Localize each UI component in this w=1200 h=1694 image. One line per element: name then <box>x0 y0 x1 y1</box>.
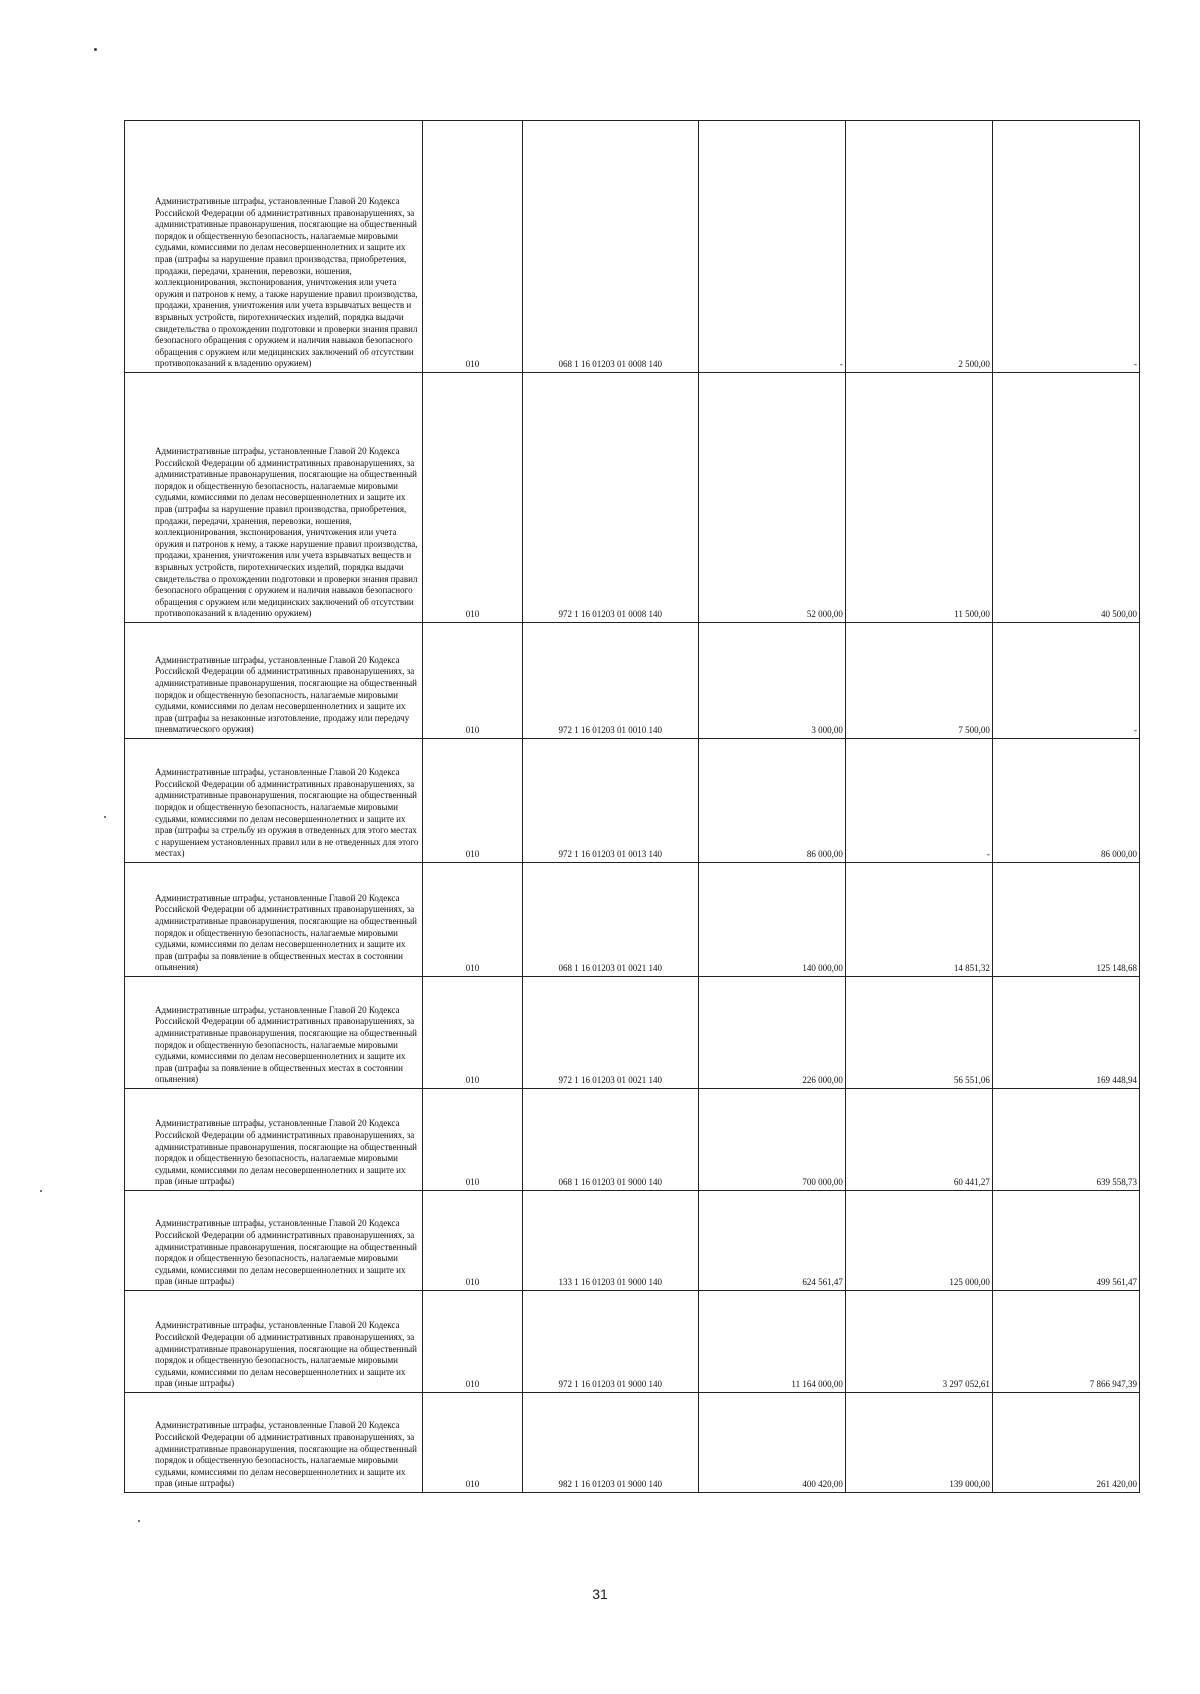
executed-amount-cell: 14 851,32 <box>845 863 992 977</box>
line-code-cell: 010 <box>423 1089 522 1191</box>
line-code-cell: 010 <box>423 623 522 739</box>
line-code-cell: 010 <box>423 121 522 373</box>
approved-amount-cell: 624 561,47 <box>698 1191 845 1291</box>
line-code-cell: 010 <box>423 977 522 1089</box>
line-code-cell: 010 <box>423 739 522 863</box>
approved-amount-cell: 140 000,00 <box>698 863 845 977</box>
executed-amount-cell: 139 000,00 <box>845 1393 992 1493</box>
table-row <box>125 373 1140 623</box>
approved-amount-cell: 86 000,00 <box>698 739 845 863</box>
description-cell: Административные штрафы, установленные Главой 20 Кодекса Российской Федерации об административных правонарушениях, за административные правонарушения, посягающие на общественный порядок и общественную безопасность, налагаемые мировыми судьями, комиссиями по делам несовершеннолетних и защите их прав (иные штрафы) <box>125 1191 423 1291</box>
scan-speck <box>138 1520 140 1522</box>
approved-amount-cell: 11 164 000,00 <box>698 1291 845 1393</box>
executed-amount-cell: 2 500,00 <box>845 121 992 373</box>
line-code-cell: 010 <box>423 1393 522 1493</box>
remaining-amount-cell: 261 420,00 <box>992 1393 1139 1493</box>
description-cell: Административные штрафы, установленные Главой 20 Кодекса Российской Федерации об административных правонарушениях, за административные правонарушения, посягающие на общественный порядок и общественную безопасность, налагаемые мировыми судьями, комиссиями по делам несовершеннолетних и защите их прав (иные штрафы) <box>125 1089 423 1191</box>
scan-speck <box>104 816 106 818</box>
budget-code-cell: 133 1 16 01203 01 9000 140 <box>522 1191 698 1291</box>
approved-amount-cell: 226 000,00 <box>698 977 845 1089</box>
description-cell: Административные штрафы, установленные Главой 20 Кодекса Российской Федерации об административных правонарушениях, за административные правонарушения, посягающие на общественный порядок и общественную безопасность, налагаемые мировыми судьями, комиссиями по делам несовершеннолетних и защите их прав (штрафы за появление в общественных местах в состоянии опьянения) <box>125 977 423 1089</box>
description-cell: Административные штрафы, установленные Главой 20 Кодекса Российской Федерации об административных правонарушениях, за административные правонарушения, посягающие на общественный порядок и общественную безопасность, налагаемые мировыми судьями, комиссиями по делам несовершеннолетних и защите их прав (штрафы за нарушение правил производства, приобретения, продажи, передачи, хранения, перевозки, ношения, коллекционирования, экспонирования, уничтожения или учета оружия и патронов к нему, а также нарушение правил производства, продажи, хранения, уничтожения или учета взрывчатых веществ и взрывных устройств, пиротехнических изделий, порядка выдачи свидетельства о прохождении подготовки и проверки знания правил безопасного обращения с оружием и наличия навыков безопасного обращения с оружием или медицинских заключений об отсутствии противопоказаний к владению оружием) <box>125 373 423 623</box>
description-cell: Административные штрафы, установленные Главой 20 Кодекса Российской Федерации об административных правонарушениях, за административные правонарушения, посягающие на общественный порядок и общественную безопасность, налагаемые мировыми судьями, комиссиями по делам несовершеннолетних и защите их прав (штрафы за нарушение правил производства, приобретения, продажи, передачи, хранения, перевозки, ношения, коллекционирования, экспонирования, уничтожения или учета оружия и патронов к нему, а также нарушение правил производства, продажи, хранения, уничтожения или учета взрывчатых веществ и взрывных устройств, пиротехнических изделий, порядка выдачи свидетельства о прохождении подготовки и проверки знания правил безопасного обращения с оружием и наличия навыков безопасного обращения с оружием или медицинских заключений об отсутствии противопоказаний к владению оружием) <box>125 121 423 373</box>
revenue-table <box>124 120 1140 1493</box>
description-cell: Административные штрафы, установленные Главой 20 Кодекса Российской Федерации об административных правонарушениях, за административные правонарушения, посягающие на общественный порядок и общественную безопасность, налагаемые мировыми судьями, комиссиями по делам несовершеннолетних и защите их прав (штрафы за появление в общественных местах в состоянии опьянения) <box>125 863 423 977</box>
remaining-amount-cell: 639 558,73 <box>992 1089 1139 1191</box>
executed-amount-cell: 56 551,06 <box>845 977 992 1089</box>
description-cell: Административные штрафы, установленные Главой 20 Кодекса Российской Федерации об административных правонарушениях, за административные правонарушения, посягающие на общественный порядок и общественную безопасность, налагаемые мировыми судьями, комиссиями по делам несовершеннолетних и защите их прав (иные штрафы) <box>125 1393 423 1493</box>
table-row <box>125 1089 1140 1191</box>
description-cell: Административные штрафы, установленные Главой 20 Кодекса Российской Федерации об административных правонарушениях, за административные правонарушения, посягающие на общественный порядок и общественную безопасность, налагаемые мировыми судьями, комиссиями по делам несовершеннолетних и защите их прав (штрафы за стрельбу из оружия в отведенных для этого местах с нарушением установленных правил или в не отведенных для этого местах) <box>125 739 423 863</box>
description-cell: Административные штрафы, установленные Главой 20 Кодекса Российской Федерации об административных правонарушениях, за административные правонарушения, посягающие на общественный порядок и общественную безопасность, налагаемые мировыми судьями, комиссиями по делам несовершеннолетних и защите их прав (штрафы за незаконные изготовление, продажу или передачу пневматического оружия) <box>125 623 423 739</box>
remaining-amount-cell: 499 561,47 <box>992 1191 1139 1291</box>
description-cell: Административные штрафы, установленные Главой 20 Кодекса Российской Федерации об административных правонарушениях, за административные правонарушения, посягающие на общественный порядок и общественную безопасность, налагаемые мировыми судьями, комиссиями по делам несовершеннолетних и защите их прав (иные штрафы) <box>125 1291 423 1393</box>
remaining-amount-cell: 125 148,68 <box>992 863 1139 977</box>
scan-speck <box>40 1190 42 1192</box>
approved-amount-cell: 3 000,00 <box>698 623 845 739</box>
line-code-cell: 010 <box>423 1191 522 1291</box>
executed-amount-cell: 60 441,27 <box>845 1089 992 1191</box>
budget-code-cell: 982 1 16 01203 01 9000 140 <box>522 1393 698 1493</box>
executed-amount-cell: 11 500,00 <box>845 373 992 623</box>
budget-code-cell: 972 1 16 01203 01 0010 140 <box>522 623 698 739</box>
executed-amount-cell: 7 500,00 <box>845 623 992 739</box>
approved-amount-cell: 52 000,00 <box>698 373 845 623</box>
budget-code-cell: 068 1 16 01203 01 9000 140 <box>522 1089 698 1191</box>
table-row <box>125 121 1140 373</box>
remaining-amount-cell: - <box>992 121 1139 373</box>
table-row <box>125 1191 1140 1291</box>
executed-amount-cell: 3 297 052,61 <box>845 1291 992 1393</box>
remaining-amount-cell: 7 866 947,39 <box>992 1291 1139 1393</box>
scan-speck <box>94 48 97 51</box>
approved-amount-cell: 700 000,00 <box>698 1089 845 1191</box>
remaining-amount-cell: - <box>992 623 1139 739</box>
table-row <box>125 863 1140 977</box>
executed-amount-cell: - <box>845 739 992 863</box>
table-row <box>125 623 1140 739</box>
budget-code-cell: 068 1 16 01203 01 0008 140 <box>522 121 698 373</box>
line-code-cell: 010 <box>423 863 522 977</box>
table-row <box>125 977 1140 1089</box>
table-row <box>125 739 1140 863</box>
line-code-cell: 010 <box>423 373 522 623</box>
budget-code-cell: 972 1 16 01203 01 0008 140 <box>522 373 698 623</box>
page-number: 31 <box>592 1586 608 1602</box>
table-row <box>125 1393 1140 1493</box>
remaining-amount-cell: 86 000,00 <box>992 739 1139 863</box>
approved-amount-cell: 400 420,00 <box>698 1393 845 1493</box>
approved-amount-cell: - <box>698 121 845 373</box>
executed-amount-cell: 125 000,00 <box>845 1191 992 1291</box>
budget-code-cell: 972 1 16 01203 01 9000 140 <box>522 1291 698 1393</box>
table-row <box>125 1291 1140 1393</box>
line-code-cell: 010 <box>423 1291 522 1393</box>
budget-code-cell: 972 1 16 01203 01 0013 140 <box>522 739 698 863</box>
remaining-amount-cell: 40 500,00 <box>992 373 1139 623</box>
remaining-amount-cell: 169 448,94 <box>992 977 1139 1089</box>
budget-code-cell: 972 1 16 01203 01 0021 140 <box>522 977 698 1089</box>
budget-code-cell: 068 1 16 01203 01 0021 140 <box>522 863 698 977</box>
